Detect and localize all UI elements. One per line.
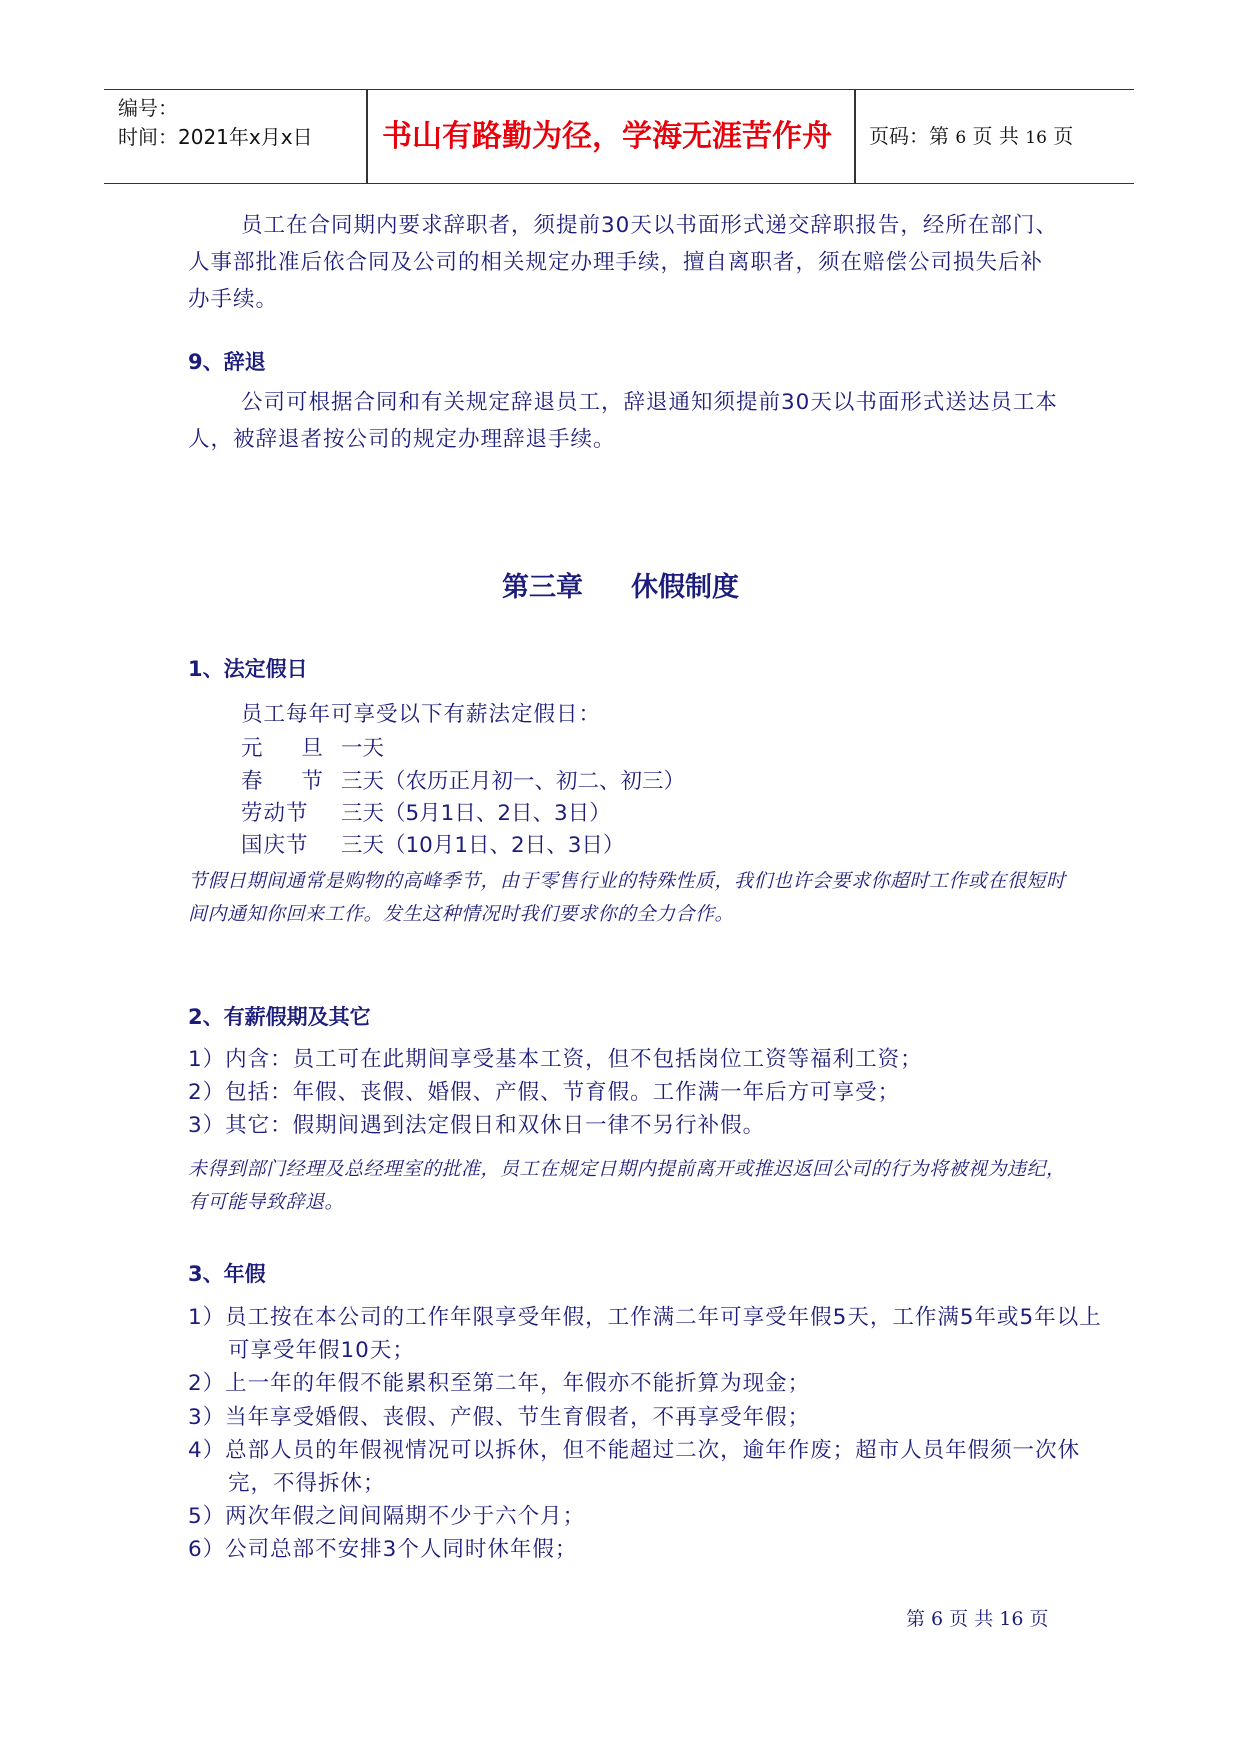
holiday-name: 劳动节 [241, 801, 309, 826]
holiday-row [241, 796, 611, 827]
intro-paragraph: 员工在合同期内要求辞职者，须提前30天以书面形式递交辞职报告，经所在部门、人事部批准后依合同及公司的相关规定办理手续，擅自离职者，须在赔偿公司损失后补办手续。 [188, 213, 1058, 312]
header-motto: 书山有路勤为径，学海无涯苦作舟 [382, 119, 832, 154]
holiday-desc: 三天（10月1日、2日、3日） [341, 833, 625, 858]
holiday-name: 元 旦 [241, 736, 339, 761]
page-prefix: 页码：第 [869, 124, 949, 148]
chapter-number: 第三章 [502, 572, 583, 603]
holiday-desc: 一天 [341, 736, 385, 761]
list-item: 1）员工按在本公司的工作年限享受年假，工作满二年可享受年假5天，工作满5年或5年以上可享受年假10天； [188, 1305, 1102, 1363]
chapter-name: 休假制度 [631, 572, 739, 603]
page-number: 6 [955, 128, 967, 148]
section-title: 3、年假 [188, 1262, 266, 1286]
time-label: 时间：2021年x月x日 [118, 125, 313, 149]
italic-note: 未得到部门经理及总经理室的批准，员工在规定日期内提前离开或推迟返回公司的行为将被视为违纪，有可能导致辞退。 [188, 1158, 1066, 1213]
page-footer: 第 6 页 共 16 页 [906, 1608, 1049, 1630]
number-label: 编号： [118, 96, 178, 120]
list-item: 4）总部人员的年假视情况可以拆休，但不能超过二次，逾年作废；超市人员年假须一次休完，不得拆休； [188, 1438, 1081, 1496]
section-title: 2、有薪假期及其它 [188, 1005, 371, 1029]
section-title: 1、法定假日 [188, 657, 308, 681]
page-mid: 页 共 [972, 124, 1019, 148]
list-item: 3）当年享受婚假、丧假、产假、节生育假者，不再享受年假； [188, 1405, 811, 1430]
holiday-desc: 三天（5月1日、2日、3日） [341, 801, 611, 826]
section-body: 公司可根据合同和有关规定辞退员工，辞退通知须提前30天以书面形式送达员工本人，被辞退者按公司的规定办理辞退手续。 [188, 390, 1058, 452]
holiday-name: 春 节 [241, 769, 339, 794]
page-total: 16 [1025, 128, 1047, 148]
holiday-desc: 三天（农历正月初一、初二、初三） [341, 769, 686, 794]
list-item: 3）其它：假期间遇到法定假日和双休日一律不另行补假。 [188, 1113, 766, 1138]
list-item: 2）上一年的年假不能累积至第二年，年假亦不能折算为现金； [188, 1371, 811, 1396]
header-divider [854, 90, 856, 183]
list-item: 1）内含：员工可在此期间享受基本工资，但不包括岗位工资等福利工资； [188, 1047, 923, 1072]
italic-note: 节假日期间通常是购物的高峰季节，由于零售行业的特殊性质，我们也许会要求你超时工作或在很短时间内通知你回来工作。发生这种情况时我们要求你的全力合作。 [188, 870, 1066, 925]
holiday-name: 国庆节 [241, 833, 309, 858]
list-item: 5）两次年假之间间隔期不少于六个月； [188, 1504, 586, 1529]
chapter-title [0, 565, 1241, 604]
header-meta [118, 94, 313, 152]
page-header [104, 89, 1134, 184]
holiday-intro: 员工每年可享受以下有薪法定假日： [241, 702, 602, 727]
list-item: 6）公司总部不安排3个人同时休年假； [188, 1537, 578, 1562]
holiday-row [241, 828, 624, 859]
holiday-row [241, 764, 685, 795]
holiday-row [241, 731, 384, 762]
page-suffix: 页 [1053, 124, 1074, 148]
section-title: 9、辞退 [188, 350, 266, 374]
header-page-info [869, 90, 1073, 183]
list-item: 2）包括：年假、丧假、婚假、产假、节育假。工作满一年后方可享受； [188, 1080, 901, 1105]
